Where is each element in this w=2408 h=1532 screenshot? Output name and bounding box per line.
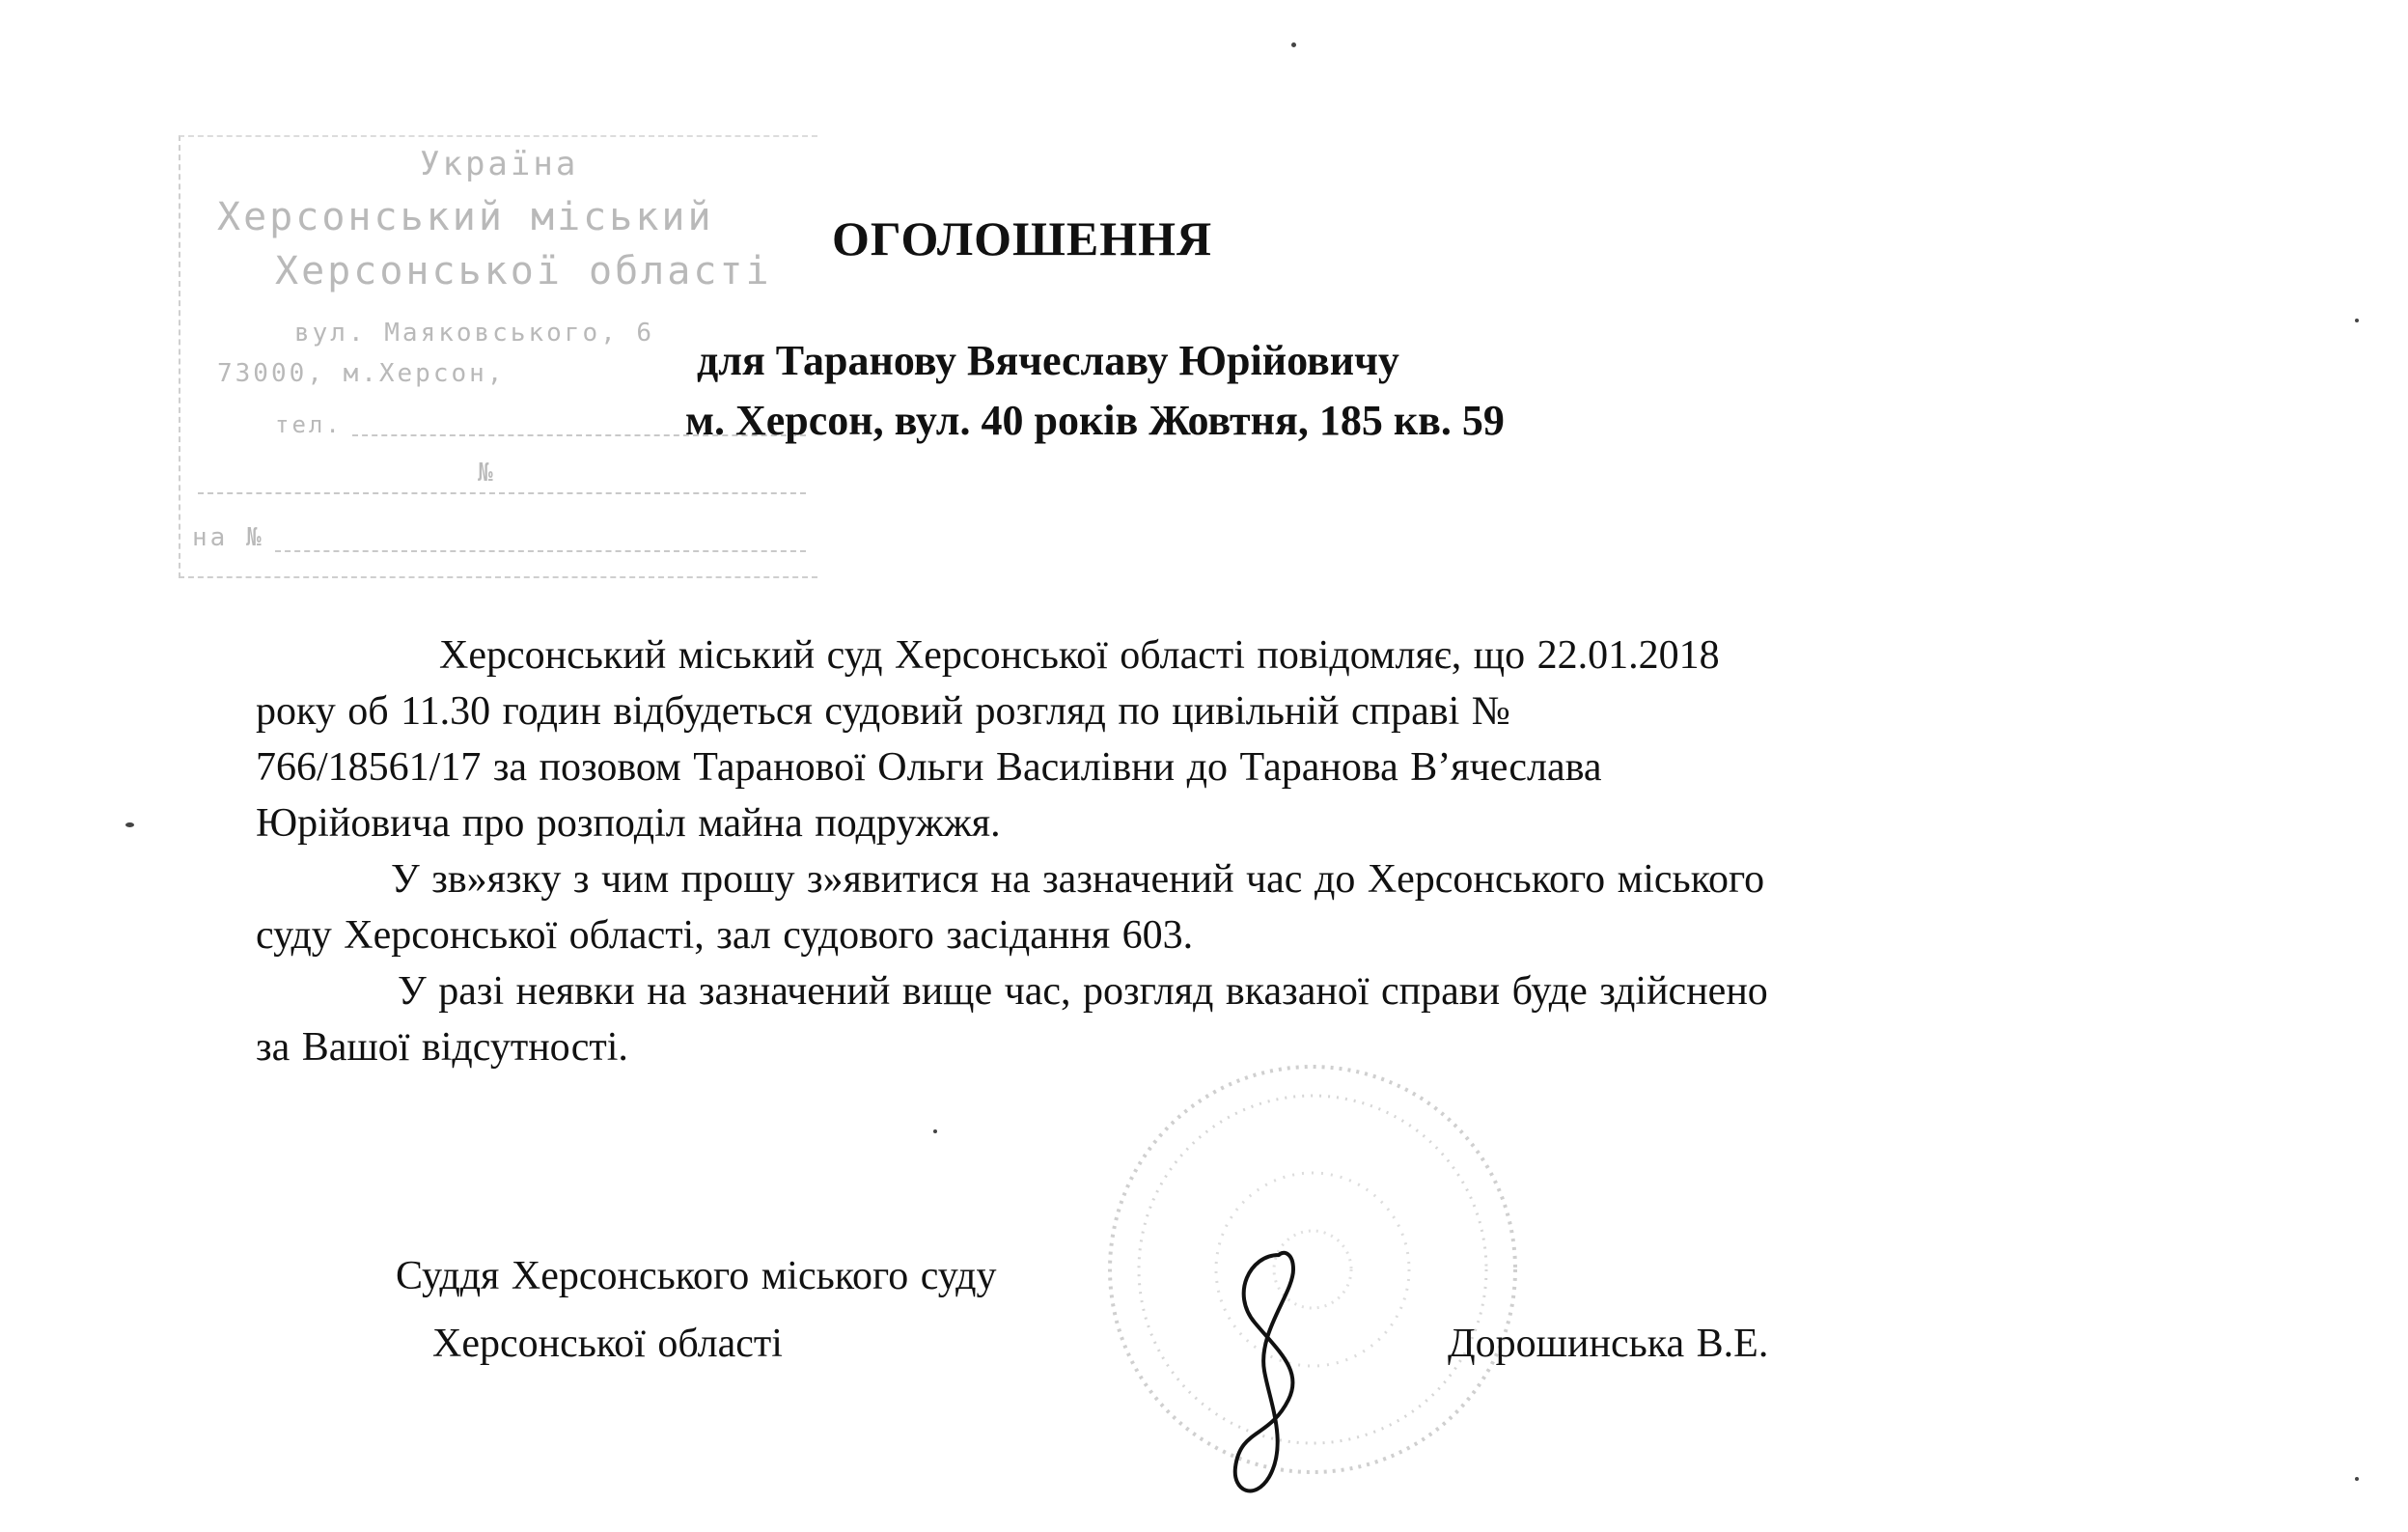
stamp-country: Україна <box>420 145 579 183</box>
stamp-number-label: № <box>478 459 496 487</box>
judge-position-line-2: Херсонської області <box>432 1322 783 1366</box>
body-paragraph-1-line-4: Юрійовича про розподіл майна подружжя. <box>256 801 1001 846</box>
body-paragraph-2-line-1: У зв»язку з чим прошу з»явитися на зазначений час до Херсонського міського <box>391 857 1765 902</box>
stamp-reference-rule <box>275 550 806 552</box>
stamp-reference-label: на № <box>192 523 264 552</box>
scan-speck <box>1291 42 1296 47</box>
document-title: ОГОЛОШЕННЯ <box>832 211 1213 265</box>
recipient-address: м. Херсон, вул. 40 років Жовтня, 185 кв. 59 <box>685 397 1505 444</box>
stamp-date-rule <box>198 492 806 494</box>
judge-position-line-1: Суддя Херсонського міського суду <box>396 1254 997 1298</box>
scan-speck <box>2355 319 2359 322</box>
body-paragraph-3-line-1: У разі неявки на зазначений вище час, розгляд вказаної справи буде здійснено <box>398 969 1768 1014</box>
handwritten-signature <box>1211 1236 1327 1506</box>
scan-speck <box>2355 1477 2359 1481</box>
body-paragraph-1-line-3: 766/18561/17 за позовом Таранової Ольги Василівни до Таранова В’ячеслава <box>256 745 1602 790</box>
stamp-phone-label: тел. <box>275 411 343 438</box>
stamp-court-name: Херсонський міський <box>217 195 714 239</box>
stamp-region: Херсонської області <box>275 249 772 293</box>
body-paragraph-1-line-2: року об 11.30 годин відбудеться судовий розгляд по цивільній справі № <box>256 689 1510 734</box>
recipient-name: для Таранову Вячеславу Юрійовичу <box>697 337 1399 384</box>
body-paragraph-3-line-2: за Вашої відсутності. <box>256 1025 628 1070</box>
stamp-city: 73000, м.Херсон, <box>217 359 506 388</box>
judge-name: Дорошинська В.Е. <box>1448 1322 1769 1366</box>
body-paragraph-2-line-2: суду Херсонської області, зал судового засідання 603. <box>256 913 1194 958</box>
scan-speck <box>933 1129 937 1133</box>
scan-speck <box>125 822 134 827</box>
body-paragraph-1-line-1: Херсонський міський суд Херсонської області повідомляє, що 22.01.2018 <box>439 633 1720 678</box>
stamp-street: вул. Маяковського, 6 <box>294 319 655 348</box>
